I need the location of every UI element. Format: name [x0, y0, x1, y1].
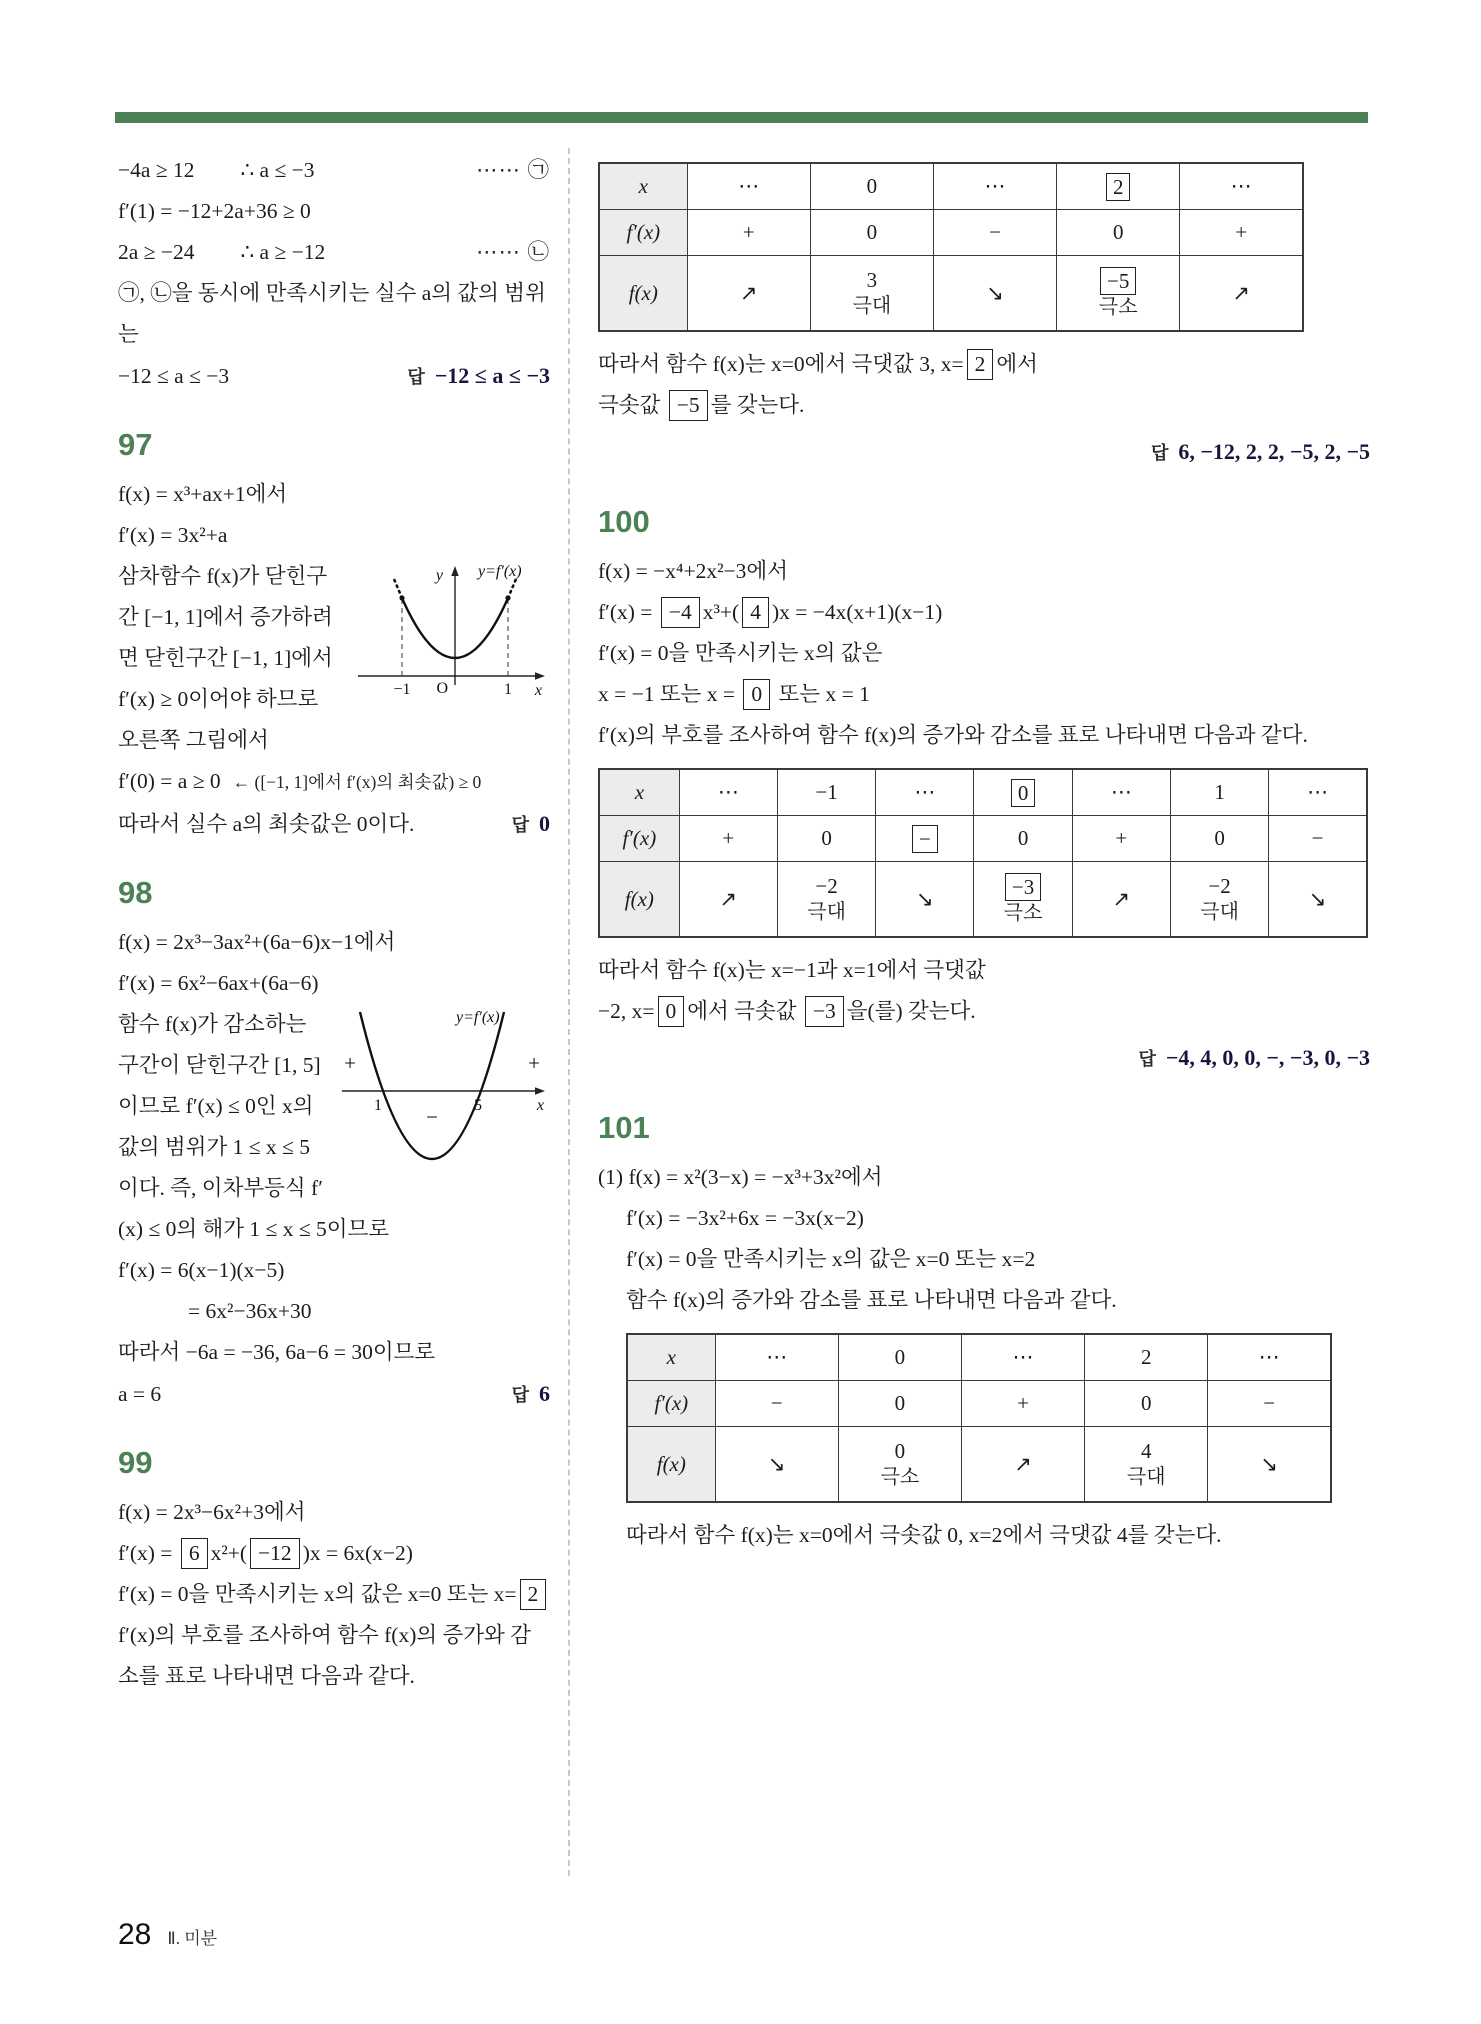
- table-cell: 0: [838, 1334, 961, 1381]
- solution-paragraph: 함수 f(x)가 감소하는 구간이 닫힌구간 [1, 5]이므로 f′(x) ≤ 0인 x의 값의 범위가 1 ≤ x ≤ 5이다. 즉, 이차부등식 f′(x) ≤ 0의 해가 1 ≤ x ≤ 5이므로: [118, 1012, 390, 1241]
- reference-mark: ⋯⋯ ㉠: [476, 158, 550, 182]
- math-line: f(x) = 2x³−3ax²+(6a−6)x−1에서: [118, 930, 396, 954]
- table-cell: −3 극소: [974, 862, 1072, 938]
- increase-arrow: ↗: [1072, 862, 1170, 938]
- curve-label: y=f′(x): [456, 1009, 500, 1026]
- math-line-with-boxes: f′(x) = 0을 만족시키는 x의 값은 x=0 또는 x= 2: [118, 1574, 550, 1615]
- boxed-answer: 0: [658, 996, 685, 1027]
- tick-1: 1: [374, 1097, 382, 1114]
- boxed-answer: −12: [250, 1538, 300, 1569]
- text-line: 따라서 실수 a의 최솟값은 0이다.: [118, 812, 415, 836]
- math-line: f(x) = −x⁴+2x²−3에서: [598, 559, 788, 583]
- chapter-label: Ⅱ. 미분: [167, 1929, 218, 1948]
- text-line: f′(x)의 부호를 조사하여 함수 f(x)의 증가와 감소를 표로 나타내면 다음과 같다.: [118, 1623, 531, 1688]
- text-line: 따라서 함수 f(x)는 x=−1과 x=1에서 극댓값: [598, 958, 986, 982]
- left-column: [118, 150, 550, 1697]
- boxed-answer: −5: [669, 390, 708, 421]
- x-axis-label: x: [534, 682, 542, 699]
- x-axis-label: x: [536, 1097, 544, 1114]
- math-line: f′(x) = 6(x−1)(x−5): [118, 1258, 285, 1282]
- inc-dec-table-101: [626, 1333, 1332, 1503]
- math-line: f′(x) = 6x²−6ax+(6a−6): [118, 971, 319, 995]
- boxed-answer: 4: [742, 597, 769, 628]
- table-cell: ⋯: [933, 163, 1056, 210]
- answer-label: 답: [511, 815, 529, 835]
- table-cell: 0: [1085, 1381, 1208, 1427]
- right-column: [598, 150, 1370, 1556]
- text-line-with-boxes: 따라서 함수 f(x)는 x=0에서 극댓값 3, x= 2 에서: [598, 344, 1370, 385]
- row-label-fprime: f′(x): [627, 1381, 715, 1427]
- row-label-fprime: f′(x): [599, 816, 679, 862]
- column-divider: [568, 148, 570, 1876]
- curve-label: y=f′(x): [478, 563, 522, 580]
- answer-line: [118, 1373, 550, 1416]
- math-expression: 2a ≥ −24: [118, 240, 195, 264]
- math-line: f′(x) = −3x²+6x = −3x(x−2): [626, 1206, 864, 1230]
- answer: [512, 803, 550, 846]
- table-row: [627, 1381, 1331, 1427]
- text-line: 따라서 −6a = −36, 6a−6 = 30이므로: [118, 1340, 436, 1364]
- answer: [512, 1373, 550, 1416]
- decrease-arrow: ↘: [1208, 1427, 1331, 1503]
- table-cell: +: [687, 210, 810, 256]
- problem-number-100: 100: [598, 504, 650, 539]
- text-line-with-boxes: 극솟값 −5 를 갖는다.: [598, 385, 1370, 426]
- boxed-answer: 6: [181, 1538, 208, 1569]
- decrease-arrow: ↘: [933, 256, 1056, 332]
- problem-number-99: 99: [118, 1445, 153, 1480]
- reference-mark: ⋯⋯ ㉡: [476, 240, 550, 264]
- table-cell: 0: [1057, 210, 1180, 256]
- boxed-answer: 0: [743, 679, 770, 710]
- table-cell: [1057, 163, 1180, 210]
- answer-value: 0: [539, 811, 550, 836]
- boxed-answer: −3: [805, 996, 844, 1027]
- problem-number-101: 101: [598, 1110, 650, 1145]
- math-expression: f′(0) = a ≥ 0: [118, 769, 221, 793]
- annotation-note: ← ([−1, 1]에서 f′(x)의 최솟값) ≥ 0: [232, 772, 482, 792]
- table-cell: −: [933, 210, 1056, 256]
- math-line: f′(x) = 3x²+a: [118, 523, 228, 547]
- table-cell: ⋯: [961, 1334, 1084, 1381]
- table-row: [599, 862, 1367, 938]
- math-line: = 6x²−36x+30: [188, 1299, 312, 1323]
- figure-98-graph: [338, 1006, 550, 1178]
- table-cell: 0: [810, 163, 933, 210]
- table-cell: ⋯: [1072, 769, 1170, 816]
- solution-paragraph: 삼차함수 f(x)가 닫힌구간 [−1, 1]에서 증가하려면 닫힌구간 [−1, 1]에서 f′(x) ≥ 0이어야 하므로 오른쪽 그림에서: [118, 564, 333, 752]
- figure-98-block: [118, 1004, 550, 1250]
- text-line: 함수 f(x)의 증가와 감소를 표로 나타내면 다음과 같다.: [626, 1288, 1117, 1312]
- answer-line: [598, 430, 1370, 475]
- math-expression: −4a ≥ 12: [118, 158, 195, 182]
- origin-label: O: [436, 680, 448, 697]
- inc-dec-table-99: [598, 162, 1304, 332]
- table-row: [627, 1427, 1331, 1503]
- problem-number-97: 97: [118, 427, 153, 462]
- boxed-answer: −5: [1100, 267, 1136, 295]
- tick-minus1: −1: [393, 681, 411, 698]
- table-row: [599, 769, 1367, 816]
- table-row: [627, 1334, 1331, 1381]
- page-number: 28: [118, 1918, 152, 1951]
- increase-arrow: ↗: [679, 862, 777, 938]
- tick-1: 1: [504, 681, 512, 698]
- page-footer: [118, 1918, 217, 1952]
- table-cell: ⋯: [1269, 769, 1367, 816]
- math-line: f′(x) = 0을 만족시키는 x의 값은 x=0 또는 x=2: [626, 1247, 1036, 1271]
- math-conclusion: ∴ a ≥ −12: [240, 240, 326, 264]
- table-cell: 0 극소: [838, 1427, 961, 1503]
- increase-arrow: ↗: [1180, 256, 1303, 332]
- tick-5: 5: [474, 1097, 482, 1114]
- sign-minus: −: [426, 1105, 438, 1129]
- boxed-answer: 2: [1106, 173, 1131, 201]
- text-line: f′(x)의 부호를 조사하여 함수 f(x)의 증가와 감소를 표로 나타내면 다음과 같다.: [598, 723, 1308, 747]
- table-cell: 0: [838, 1381, 961, 1427]
- row-label-f: f(x): [599, 256, 687, 332]
- row-label-f: f(x): [627, 1427, 715, 1503]
- table-cell: +: [961, 1381, 1084, 1427]
- table-cell: ⋯: [1180, 163, 1303, 210]
- table-cell: 3 극대: [810, 256, 933, 332]
- answer-value: 6: [539, 1381, 550, 1406]
- table-cell: ⋯: [715, 1334, 838, 1381]
- math-conclusion: ∴ a ≤ −3: [240, 158, 315, 182]
- boxed-answer: −3: [1005, 873, 1041, 901]
- decrease-arrow: ↘: [715, 1427, 838, 1503]
- table-cell: −1: [777, 769, 875, 816]
- inc-dec-table-100: [598, 768, 1368, 938]
- math-line-with-boxes: f′(x) = 6 x²+( −12 )x = 6x(x−2): [118, 1533, 550, 1574]
- y-axis-label: y: [435, 567, 443, 584]
- math-line: f′(1) = −12+2a+36 ≥ 0: [118, 199, 311, 223]
- answer-label: 답: [407, 367, 425, 387]
- text-line: ㉠, ㉡을 동시에 만족시키는 실수 a의 값의 범위는: [118, 281, 546, 346]
- math-line: f′(x) = 0을 만족시키는 x의 값은: [598, 641, 883, 665]
- row-label-fprime: f′(x): [599, 210, 687, 256]
- table-cell: 0: [810, 210, 933, 256]
- math-line: [118, 232, 550, 273]
- math-line: f(x) = x³+ax+1에서: [118, 482, 288, 506]
- math-line: (1) f(x) = x²(3−x) = −x³+3x²에서: [598, 1165, 883, 1189]
- increase-arrow: ↗: [961, 1427, 1084, 1503]
- table-row: [599, 163, 1303, 210]
- table-cell: ⋯: [876, 769, 974, 816]
- row-label-f: f(x): [599, 862, 679, 938]
- table-cell: −5 극소: [1057, 256, 1180, 332]
- table-cell: +: [1180, 210, 1303, 256]
- table-cell: −: [715, 1381, 838, 1427]
- table-cell: 2: [1085, 1334, 1208, 1381]
- boxed-answer: 2: [967, 349, 994, 380]
- table-cell: ⋯: [679, 769, 777, 816]
- table-cell: 0: [777, 816, 875, 862]
- text-line: 따라서 함수 f(x)는 x=0에서 극솟값 0, x=2에서 극댓값 4를 갖는다.: [626, 1523, 1222, 1547]
- figure-97-graph: [350, 558, 550, 718]
- math-line: [118, 150, 550, 191]
- table-cell: +: [679, 816, 777, 862]
- table-cell: [876, 816, 974, 862]
- text-line-with-boxes: −2, x= 0 에서 극솟값 −3 을(를) 갖는다.: [598, 991, 1370, 1032]
- math-expression: a = 6: [118, 1382, 162, 1406]
- math-line: [118, 761, 550, 803]
- math-line-with-boxes: f′(x) = −4 x³+( 4 )x = −4x(x+1)(x−1): [598, 592, 1370, 633]
- table-cell: −: [1208, 1381, 1331, 1427]
- boxed-answer: 0: [1011, 779, 1036, 807]
- answer-value: 6, −12, 2, 2, −5, 2, −5: [1178, 439, 1370, 464]
- answer-label: 답: [1151, 443, 1169, 463]
- table-cell: [974, 769, 1072, 816]
- boxed-answer: −: [912, 825, 938, 853]
- answer-value: −12 ≤ a ≤ −3: [434, 363, 550, 388]
- answer-label: 답: [1138, 1049, 1156, 1069]
- table-row: [599, 816, 1367, 862]
- math-expression: −12 ≤ a ≤ −3: [118, 364, 230, 388]
- table-cell: ⋯: [687, 163, 810, 210]
- boxed-answer: 2: [520, 1579, 547, 1610]
- table-cell: 4 극대: [1085, 1427, 1208, 1503]
- sign-plus-right: +: [528, 1051, 540, 1075]
- answer-line: [598, 1036, 1370, 1081]
- table-cell: −2 극대: [1170, 862, 1268, 938]
- row-label-x: x: [627, 1334, 715, 1381]
- table-cell: ⋯: [1208, 1334, 1331, 1381]
- answer-line: [118, 355, 550, 398]
- table-cell: +: [1072, 816, 1170, 862]
- table-cell: −: [1269, 816, 1367, 862]
- boxed-answer: −4: [661, 597, 700, 628]
- answer-value: −4, 4, 0, 0, −, −3, 0, −3: [1165, 1045, 1370, 1070]
- top-accent-bar: [115, 112, 1368, 123]
- decrease-arrow: ↘: [876, 862, 974, 938]
- table-cell: 1: [1170, 769, 1268, 816]
- row-label-x: x: [599, 163, 687, 210]
- table-cell: 0: [974, 816, 1072, 862]
- table-cell: −2 극대: [777, 862, 875, 938]
- decrease-arrow: ↘: [1269, 862, 1367, 938]
- math-line-with-boxes: x = −1 또는 x = 0 또는 x = 1: [598, 674, 1370, 715]
- figure-97-block: [118, 556, 550, 761]
- table-cell: 0: [1170, 816, 1268, 862]
- answer: [407, 355, 550, 398]
- row-label-x: x: [599, 769, 679, 816]
- math-line: f(x) = 2x³−6x²+3에서: [118, 1500, 306, 1524]
- problem-number-98: 98: [118, 875, 153, 910]
- answer-line: [118, 803, 550, 846]
- table-row: [599, 256, 1303, 332]
- table-row: [599, 210, 1303, 256]
- increase-arrow: ↗: [687, 256, 810, 332]
- answer-label: 답: [511, 1385, 529, 1405]
- sign-plus-left: +: [344, 1051, 356, 1075]
